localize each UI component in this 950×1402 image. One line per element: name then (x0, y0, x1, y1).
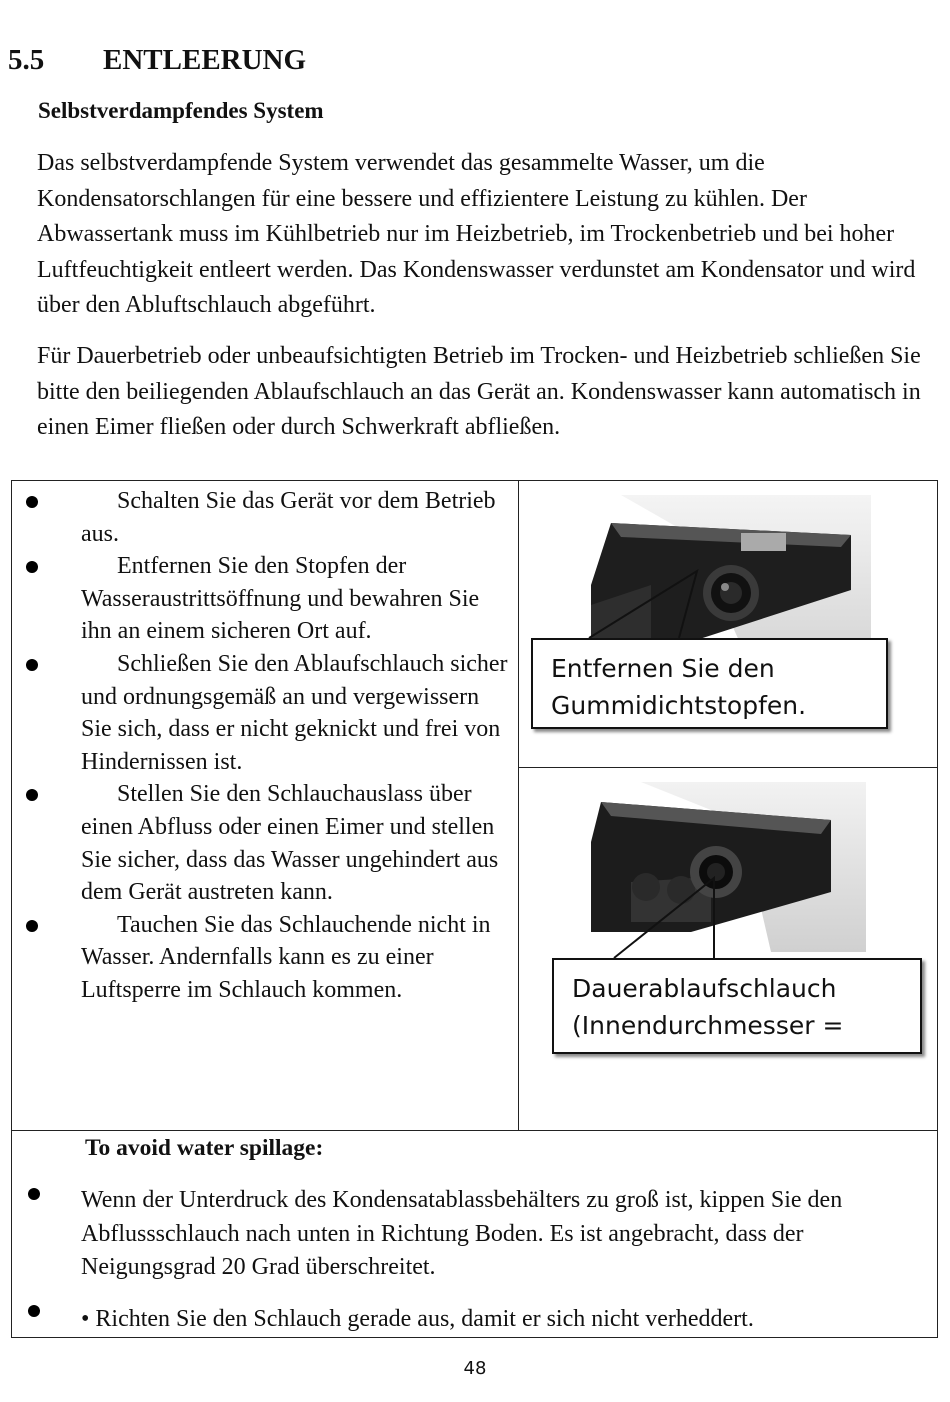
spillage-cell (12, 1131, 938, 1338)
hose-image-cell (519, 768, 938, 1131)
list-item: Schließen Sie den Ablaufschlauch sicher und ordnungsgemäß an und vergewissern Sie sich, dass er nicht geknickt und frei von Hindernissen ist. (12, 648, 510, 778)
callout-line: Dauerablaufschlauch (572, 974, 837, 1003)
paragraph-self-evaporating: Das selbstverdampfende System verwendet das gesammelte Wasser, um die Kondensatorschlangen für eine bessere und effizientere Leistung zu kühlen. Der Abwassertank muss im Kühlbetrieb nur im Heizbetrieb, im Trockenbetrieb und bei hoher Luftfeuchtigkeit entleert werden. Das Kondenswasser verdunstet am Kondensator und wird über den Abluftschlauch abgeführt. (37, 150, 916, 318)
bullet-icon (28, 1305, 40, 1317)
steps-list (12, 481, 518, 1007)
list-item: Tauchen Sie das Schlauchende nicht in Wasser. Andernfalls kann es zu einer Luftsperre im Schlauch kommen. (12, 909, 510, 1007)
callout-pointer (519, 768, 939, 1130)
page-number: 48 (463, 1358, 487, 1379)
bullet-icon (26, 789, 38, 801)
plug-image-cell (519, 481, 938, 768)
list-item: Stellen Sie den Schlauchauslass über einen Abfluss oder einen Eimer und stellen Sie sicher, dass das Wasser ungehindert aus dem Gerät austreten kann. (12, 778, 510, 908)
steps-cell (12, 481, 519, 1131)
callout-line: Gummidichtstopfen. (551, 691, 807, 720)
bullet-icon (26, 659, 38, 671)
bullet-icon (26, 561, 38, 573)
section-title: ENTLEERUNG (103, 44, 307, 76)
bullet-icon (28, 1188, 40, 1200)
callout-continuous-hose (552, 958, 922, 1054)
instructions-table (11, 480, 938, 1338)
paragraph-continuous-drainage: Für Dauerbetrieb oder unbeaufsichtigten Betrieb im Trocken- und Heizbetrieb schließen Sie bitte den beiliegenden Ablaufschlauch an das Gerät an. Kondenswasser kann automatisch in einen Eimer fließen oder durch Schwerkraft abfließen. (37, 343, 921, 440)
section-number: 5.5 (8, 44, 45, 76)
bullet-icon (26, 920, 38, 932)
callout-line: Entfernen Sie den (551, 654, 775, 683)
spillage-item: • Richten Sie den Schlauch gerade aus, damit er sich nicht verheddert. (81, 1306, 754, 1332)
spillage-item: Wenn der Unterdruck des Kondensatablassbehälters zu groß ist, kippen Sie den Abflussschlauch nach unten in Richtung Boden. Es ist angebracht, dass der Neigungsgrad 20 Grad überschreitet. (81, 1187, 843, 1280)
bullet-icon (26, 496, 38, 508)
callout-line: (Innendurchmesser = (572, 1011, 844, 1040)
subheading: Selbstverdampfendes System (38, 98, 324, 123)
callout-remove-plug (531, 638, 888, 729)
list-item: Schalten Sie das Gerät vor dem Betrieb aus. (12, 485, 510, 550)
list-item: Entfernen Sie den Stopfen der Wasseraustrittsöffnung und bewahren Sie ihn an einem sicheren Ort auf. (12, 550, 510, 648)
spillage-title: To avoid water spillage: (85, 1135, 324, 1161)
section-heading (8, 44, 306, 77)
